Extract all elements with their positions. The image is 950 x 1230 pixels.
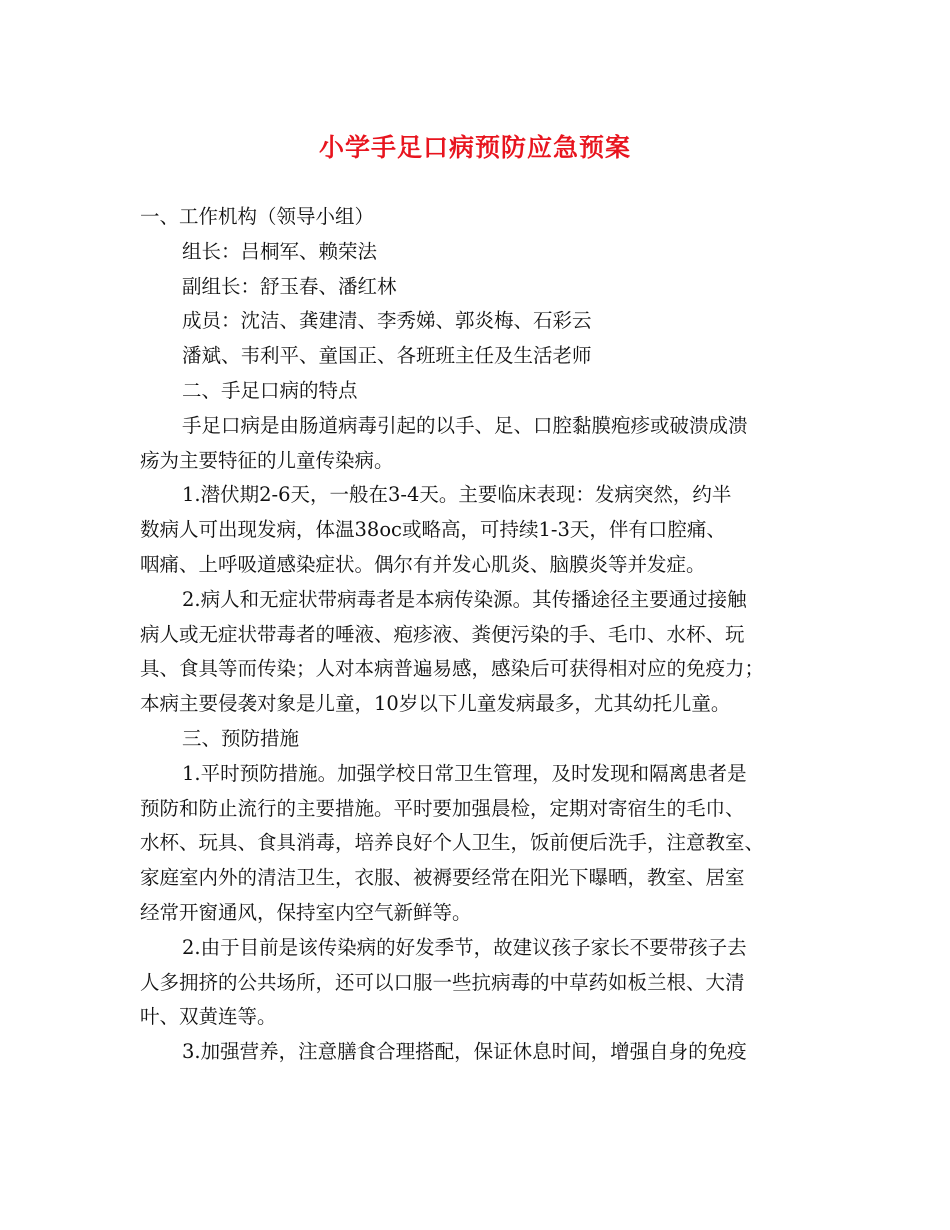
text-line: 潘斌、韦利平、童国正、各班班主任及生活老师 bbox=[182, 344, 592, 368]
text-line: 手足口病是由肠道病毒引起的以手、足、口腔黏膜疱疹或破溃成溃 bbox=[182, 413, 748, 437]
text-line: 数病人可出现发病，体温38oc或略高，可持续1-3天，伴有口腔痛、 bbox=[140, 518, 726, 542]
text-line: 水杯、玩具、食具消毒，培养良好个人卫生，饭前便后洗手，注意教室、 bbox=[140, 831, 765, 855]
text-line: 疡为主要特征的儿童传染病。 bbox=[140, 448, 394, 472]
text-line: 成员：沈洁、龚建清、李秀娣、郭炎梅、石彩云 bbox=[182, 309, 592, 333]
document-title: 小学手足口病预防应急预案 bbox=[318, 133, 631, 162]
text-line: 家庭室内外的清洁卫生，衣服、被褥要经常在阳光下曝晒，教室、居室 bbox=[140, 866, 745, 890]
text-line: 三、预防措施 bbox=[182, 726, 300, 750]
text-line: 咽痛、上呼吸道感染症状。偶尔有并发心肌炎、脑膜炎等并发症。 bbox=[140, 552, 706, 576]
text-line: 2.由于目前是该传染病的好发季节，故建议孩子家长不要带孩子去 bbox=[182, 935, 747, 959]
text-line: 2.病人和无症状带病毒者是本病传染源。其传播途径主要通过接触 bbox=[182, 587, 747, 611]
text-line: 具、食具等而传染；人对本病普遍易感，感染后可获得相对应的免疫力； bbox=[140, 657, 765, 681]
text-line: 本病主要侵袭对象是儿童，10岁以下儿童发病最多，尤其幼托儿童。 bbox=[140, 692, 731, 716]
text-line: 一、工作机构（领导小组） bbox=[140, 205, 375, 228]
text-line: 叶、双黄连等。 bbox=[140, 1005, 277, 1029]
text-line: 预防和防止流行的主要措施。平时要加强晨检，定期对寄宿生的毛巾、 bbox=[140, 796, 745, 820]
text-line: 病人或无症状带毒者的唾液、疱疹液、粪便污染的手、毛巾、水杯、玩 bbox=[140, 622, 745, 646]
text-line: 3.加强营养，注意膳食合理搭配，保证休息时间，增强自身的免疫 bbox=[182, 1040, 747, 1064]
text-line: 组长：吕桐军、赖荣法 bbox=[182, 239, 378, 263]
text-line: 二、手足口病的特点 bbox=[182, 378, 358, 402]
document-body bbox=[140, 200, 815, 1070]
text-line: 1.平时预防措施。加强学校日常卫生管理，及时发现和隔离患者是 bbox=[182, 761, 747, 785]
text-line: 副组长：舒玉春、潘红林 bbox=[182, 274, 397, 298]
text-line: 经常开窗通风，保持室内空气新鲜等。 bbox=[140, 900, 472, 924]
text-line: 1.潜伏期2-6天，一般在3-4天。主要临床表现：发病突然，约半 bbox=[182, 483, 732, 507]
text-line: 人多拥挤的公共场所，还可以口服一些抗病毒的中草药如板兰根、大清 bbox=[140, 970, 745, 994]
